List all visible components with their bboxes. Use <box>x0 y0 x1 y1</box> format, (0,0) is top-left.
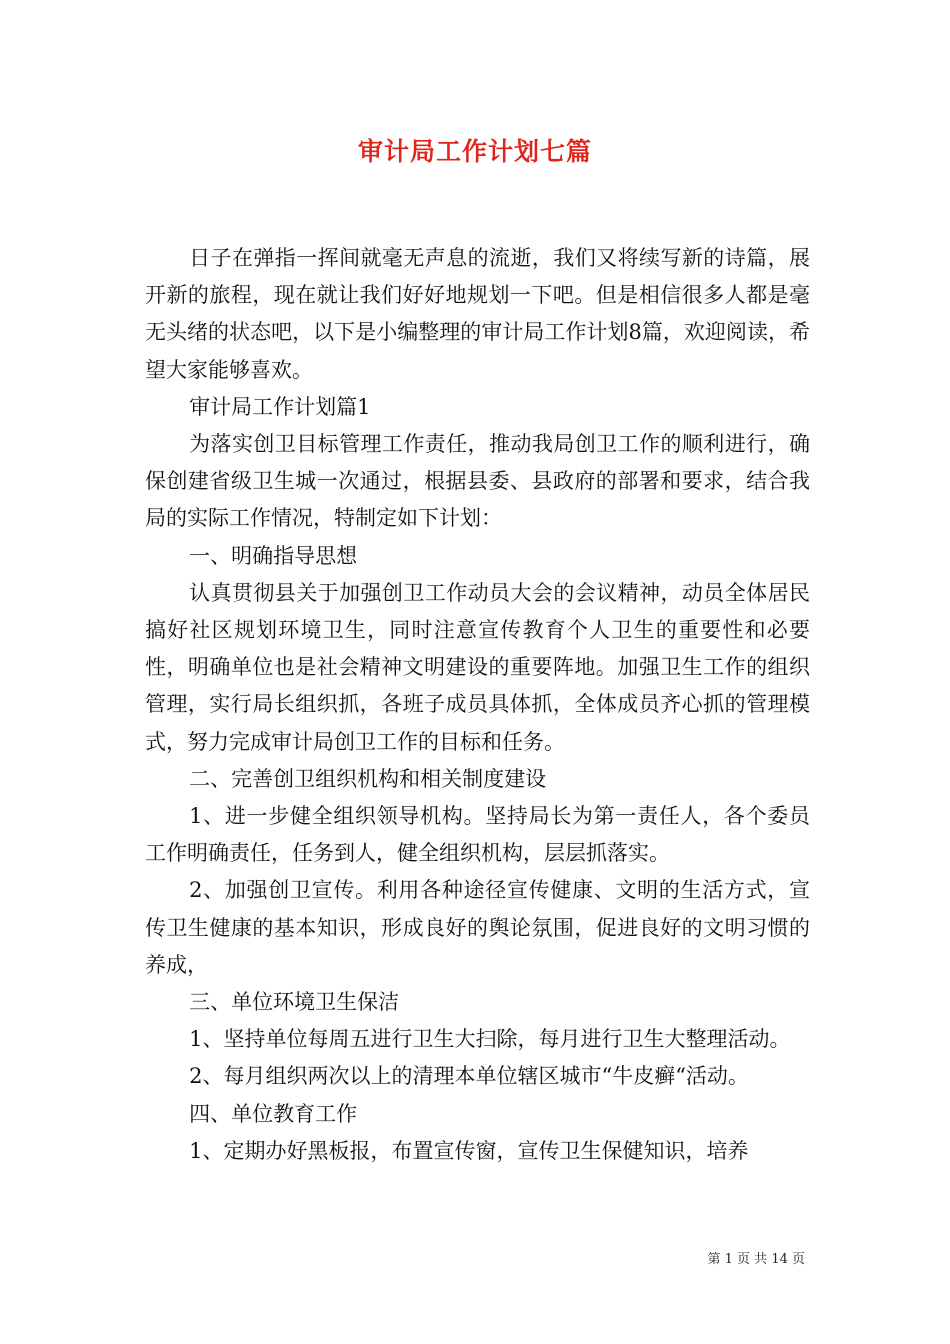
section-heading-plan-1: 审计局工作计划篇1 <box>189 394 371 419</box>
paragraph-intro: 日子在弹指一挥间就毫无声息的流逝，我们又将续写新的诗篇，展开新的旅程，现在就让我们好好地规划一下吧。但是相信很多人都是毫无头绪的状态吧，以下是小编整理的审计局工作计划8篇，欢迎阅读，希望大家能够喜欢。 <box>145 246 810 382</box>
heading-organization: 二、完善创卫组织机构和相关制度建设 <box>189 766 547 791</box>
paragraph-education-1: 1、定期办好黑板报，布置宣传窗，宣传卫生保健知识，培养 <box>189 1138 749 1163</box>
document-body <box>145 240 810 1170</box>
document-title: 审计局工作计划七篇 <box>357 137 592 166</box>
paragraph-purpose: 为落实创卫目标管理工作责任，推动我局创卫工作的顺利进行，确保创建省级卫生城一次通过，根据县委、县政府的部署和要求，结合我局的实际工作情况，特制定如下计划： <box>145 432 810 531</box>
heading-sanitation: 三、单位环境卫生保洁 <box>189 990 400 1015</box>
paragraph-organization-1: 1、进一步健全组织领导机构。坚持局长为第一责任人，各个委员工作明确责任，任务到人，健全组织机构，层层抓落实。 <box>145 804 810 866</box>
paragraph-guiding-idea: 认真贯彻县关于加强创卫工作动员大会的会议精神，动员全体居民搞好社区规划环境卫生，同时注意宣传教育个人卫生的重要性和必要性，明确单位也是社会精神文明建设的重要阵地。加强卫生工作的组织管理，实行局长组织抓，各班子成员具体抓，全体成员齐心抓的管理模式，努力完成审计局创卫工作的目标和任务。 <box>145 580 810 754</box>
paragraph-sanitation-2: 2、每月组织两次以上的清理本单位辖区城市“牛皮癣“活动。 <box>189 1064 749 1089</box>
heading-guiding-idea: 一、明确指导思想 <box>189 543 358 568</box>
heading-education: 四、单位教育工作 <box>189 1101 358 1126</box>
paragraph-sanitation-1: 1、坚持单位每周五进行卫生大扫除，每月进行卫生大整理活动。 <box>189 1027 791 1052</box>
paragraph-organization-2: 2、加强创卫宣传。利用各种途径宣传健康、文明的生活方式，宣传卫生健康的基本知识，形成良好的舆论氛围，促进良好的文明习惯的养成， <box>145 878 810 977</box>
page-number: 第 1 页 共 14 页 <box>707 1252 805 1267</box>
